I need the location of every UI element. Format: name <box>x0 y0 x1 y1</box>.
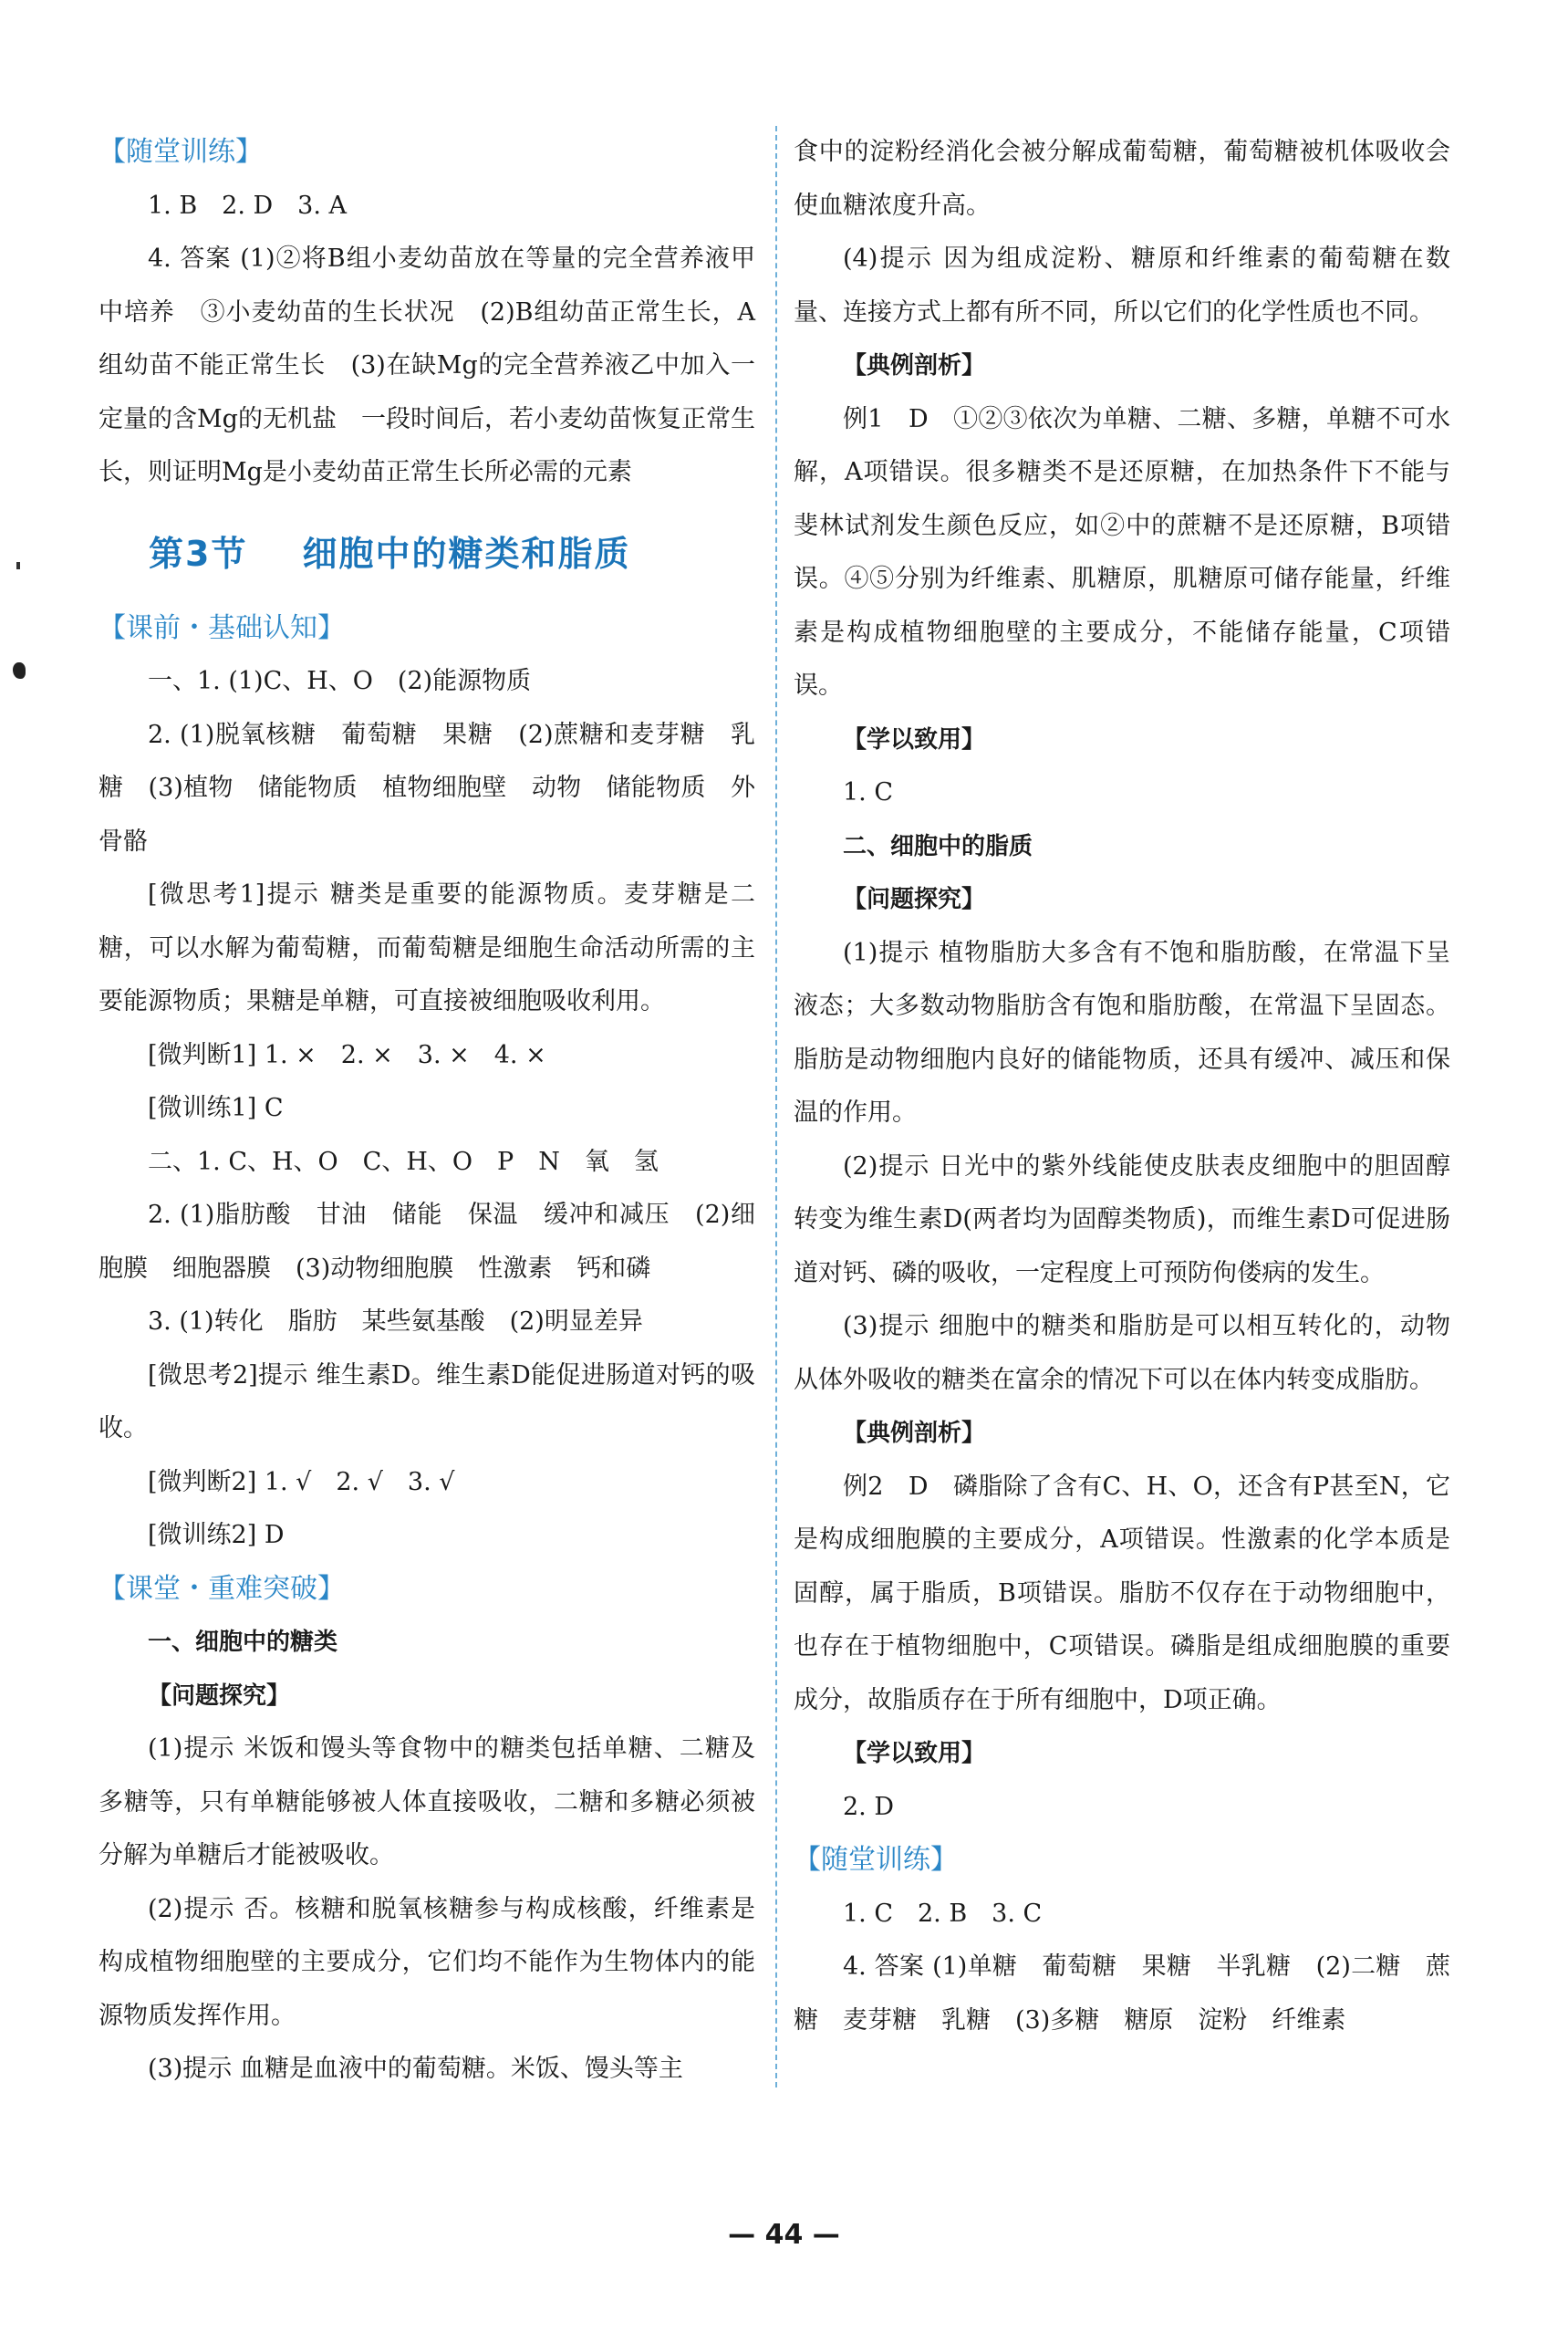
answer-line: 1. B 2. D 3. A <box>148 191 348 220</box>
answer-paragraph: 4. 答案 (1)单糖 葡萄糖 果糖 半乳糖 (2)二糖 蔗糖 麦芽糖 乳糖 (3)多糖 糖原 淀粉 纤维素 <box>794 1952 1450 2035</box>
left-column <box>99 126 755 2097</box>
answer-line: [微判断2] 1. √ 2. √ 3. √ <box>148 1467 455 1496</box>
chapter-title <box>149 513 755 595</box>
answer-line: [微训练1] C <box>148 1094 284 1122</box>
subheading: 【典例剖析】 <box>843 352 986 380</box>
answer-paragraph: 例2 D 磷脂除了含有C、H、O，还含有P甚至N，它是构成细胞膜的主要成分，A项错误。性激素的化学本质是固醇，属于脂质，B项错误。脂肪不仅存在于动物细胞中，也存在于植物细胞中，C项错误。磷脂是组成细胞膜的重要成分，故脂质存在于所有细胞中，D项正确。 <box>794 1472 1450 1714</box>
page-number: — 44 — <box>728 2219 840 2251</box>
answer-paragraph: (2)提示 日光中的紫外线能使皮肤表皮细胞中的胆固醇转变为维生素D(两者均为固醇类物质)，而维生素D可促进肠道对钙、磷的吸收，一定程度上可预防佝偻病的发生。 <box>794 1151 1450 1287</box>
subheading: 一、细胞中的糖类 <box>148 1629 338 1656</box>
answer-line: [微训练2] D <box>148 1521 285 1549</box>
answer-line: 1. C 2. B 3. C <box>843 1899 1043 1928</box>
answer-paragraph: 食中的淀粉经消化会被分解成葡萄糖，葡萄糖被机体吸收会使血糖浓度升高。 <box>794 138 1450 220</box>
answer-line: 2. D <box>843 1792 894 1821</box>
subheading: 【典例剖析】 <box>843 1420 986 1447</box>
section-heading-keqian: 【课前・基础认知】 <box>99 611 345 644</box>
answer-paragraph: (2)提示 否。核糖和脱氧核糖参与构成核酸，纤维素是构成植物细胞壁的主要成分，它们均不能作为生物体内的能源物质发挥作用。 <box>99 1894 755 2030</box>
answer-paragraph: 2. (1)脂肪酸 甘油 储能 保温 缓冲和减压 (2)细胞膜 细胞器膜 (3)动物细胞膜 性激素 钙和磷 <box>99 1201 755 1283</box>
answer-paragraph: 例1 D ①②③依次为单糖、二糖、多糖，单糖不可水解，A项错误。很多糖类不是还原糖，在加热条件下不能与斐林试剂发生颜色反应，如②中的蔗糖不是还原糖，B项错误。④⑤分别为纤维素、肌糖原，肌糖原可储存能量，纤维素是构成植物细胞壁的主要成分，不能储存能量，C项错误。 <box>794 404 1450 700</box>
answer-paragraph: 2. (1)脱氧核糖 葡萄糖 果糖 (2)蔗糖和麦芽糖 乳糖 (3)植物 储能物质 植物细胞壁 动物 储能物质 外骨骼 <box>99 720 755 856</box>
section-heading-suitang: 【随堂训练】 <box>99 136 263 168</box>
ink-blot <box>13 662 26 679</box>
chapter-name: 细胞中的糖类和脂质 <box>302 533 631 574</box>
answer-line: 3. (1)转化 脂肪 某些氨基酸 (2)明显差异 <box>148 1307 643 1336</box>
subheading: 【学以致用】 <box>843 1740 986 1767</box>
section-heading-ketang: 【课堂・重难突破】 <box>99 1572 345 1605</box>
answer-paragraph: [微思考2]提示 维生素D。维生素D能促进肠道对钙的吸收。 <box>99 1360 755 1442</box>
answer-line: 1. C <box>843 778 894 807</box>
subheading: 【问题探究】 <box>148 1681 291 1710</box>
answer-paragraph: (4)提示 因为组成淀粉、糖原和纤维素的葡萄糖在数量、连接方式上都有所不同，所以它们的化学性质也不同。 <box>794 245 1450 327</box>
subheading: 【问题探究】 <box>843 886 986 913</box>
answer-paragraph: (1)提示 米饭和馒头等食物中的糖类包括单糖、二糖及多糖等，只有单糖能够被人体直接吸收，二糖和多糖必须被分解为单糖后才能被吸收。 <box>99 1734 755 1869</box>
answer-paragraph: (3)提示 血糖是血液中的葡萄糖。米饭、馒头等主 <box>148 2055 683 2083</box>
answer-paragraph: [微思考1]提示 糖类是重要的能源物质。麦芽糖是二糖，可以水解为葡萄糖，而葡萄糖是细胞生命活动所需的主要能源物质；果糖是单糖，可直接被细胞吸收利用。 <box>99 880 755 1015</box>
right-column <box>794 126 1450 2047</box>
section-heading-suitang-2: 【随堂训练】 <box>794 1844 958 1876</box>
answer-line: 一、1. (1)C、H、O (2)能源物质 <box>148 667 532 695</box>
answer-line: 二、1. C、H、O C、H、O P N 氧 氢 <box>148 1147 659 1176</box>
column-divider <box>775 126 777 2087</box>
chapter-number: 第3节 <box>149 533 248 574</box>
answer-paragraph: (3)提示 细胞中的糖类和脂肪是可以相互转化的，动物从体外吸收的糖类在富余的情况下可以在体内转变成脂肪。 <box>794 1312 1450 1394</box>
answer-paragraph: (1)提示 植物脂肪大多含有不饱和脂肪酸，在常温下呈液态；大多数动物脂肪含有饱和脂肪酸，在常温下呈固态。脂肪是动物细胞内良好的储能物质，还具有缓冲、减压和保温的作用。 <box>794 938 1450 1127</box>
scan-mark <box>16 562 20 569</box>
subheading: 【学以致用】 <box>843 725 986 754</box>
answer-line: [微判断1] 1. × 2. × 3. × 4. × <box>148 1040 546 1069</box>
answer-paragraph: 4. 答案 (1)②将B组小麦幼苗放在等量的完全营养液甲中培养 ③小麦幼苗的生长状况 (2)B组幼苗正常生长，A组幼苗不能正常生长 (3)在缺Mg的完全营养液乙中加入一定量的含Mg的无机盐 一段时间后，若小麦幼苗恢复正常生长，则证明Mg是小麦幼苗正常生长所必需的元素 <box>99 245 755 486</box>
subheading: 二、细胞中的脂质 <box>843 832 1033 860</box>
